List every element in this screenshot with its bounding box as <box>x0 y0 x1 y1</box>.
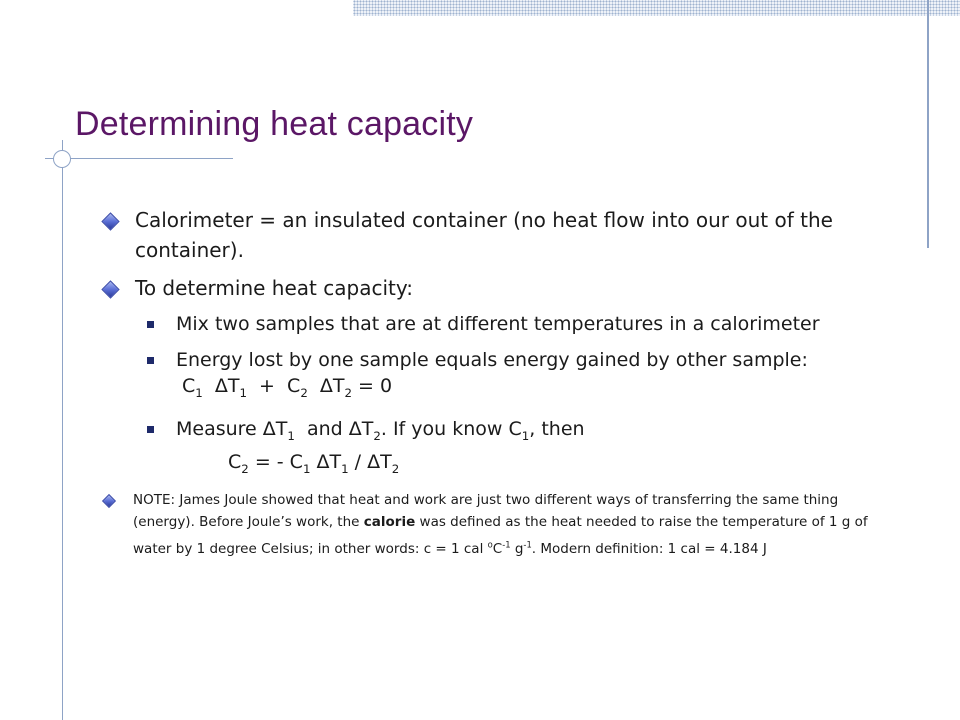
decorative-circle <box>53 150 71 168</box>
sub-bullet-mix <box>100 311 890 337</box>
diamond-bullet-icon <box>102 494 116 508</box>
energy-balance-formula: $C_1$ $\Delta T_1 + C_2$ $\Delta T_2 = 0$ <box>182 375 393 400</box>
square-bullet-icon <box>147 426 154 433</box>
decorative-left-line <box>62 140 63 720</box>
square-bullet-icon <box>147 357 154 364</box>
bullet-text: Calorimeter = an insulated container (no heat flow into our out of the container). <box>135 208 833 262</box>
note-text: NOTE: James Joule showed that heat and work are just two different ways of transferring the same thing (energy). Before Joule’s work, the calorie was defined as the heat needed to raise the temperature of 1 g of water by 1 degree Celsius; in other words: c = 1 cal $^oC^{-1}$ $g^{-1}$. Modern definition: 1 cal = 4.184 J <box>133 492 868 557</box>
bullet-text: To determine heat capacity: <box>135 276 413 300</box>
square-bullet-icon <box>147 321 154 328</box>
diamond-bullet-icon <box>101 212 119 230</box>
sub-bullet-energy <box>100 347 890 406</box>
slide-title: Determining heat capacity <box>75 105 474 143</box>
slide-content <box>100 205 890 560</box>
heat-capacity-formula: $C_2$ = - $C_1$ $\Delta T_1 / \Delta T_2$ <box>228 450 400 476</box>
measure-text: Measure $\Delta T_1$ and $\Delta T_2$. If you know $C_1$, then <box>176 417 585 443</box>
decorative-vertical-line <box>927 0 929 248</box>
diamond-bullet-icon <box>101 280 119 298</box>
bullet-calorimeter <box>100 205 890 265</box>
note-joule <box>100 489 890 560</box>
sub-bullet-text: Mix two samples that are at different temperatures in a calorimeter <box>176 313 820 335</box>
calorie-term: calorie <box>363 514 416 531</box>
bullet-determine <box>100 273 890 303</box>
sub-bullet-text: Energy lost by one sample equals energy gained by other sample: <box>176 349 808 371</box>
decorative-dotted-band <box>353 0 960 16</box>
decorative-title-underline <box>45 158 233 159</box>
sub-bullet-measure <box>100 416 890 482</box>
